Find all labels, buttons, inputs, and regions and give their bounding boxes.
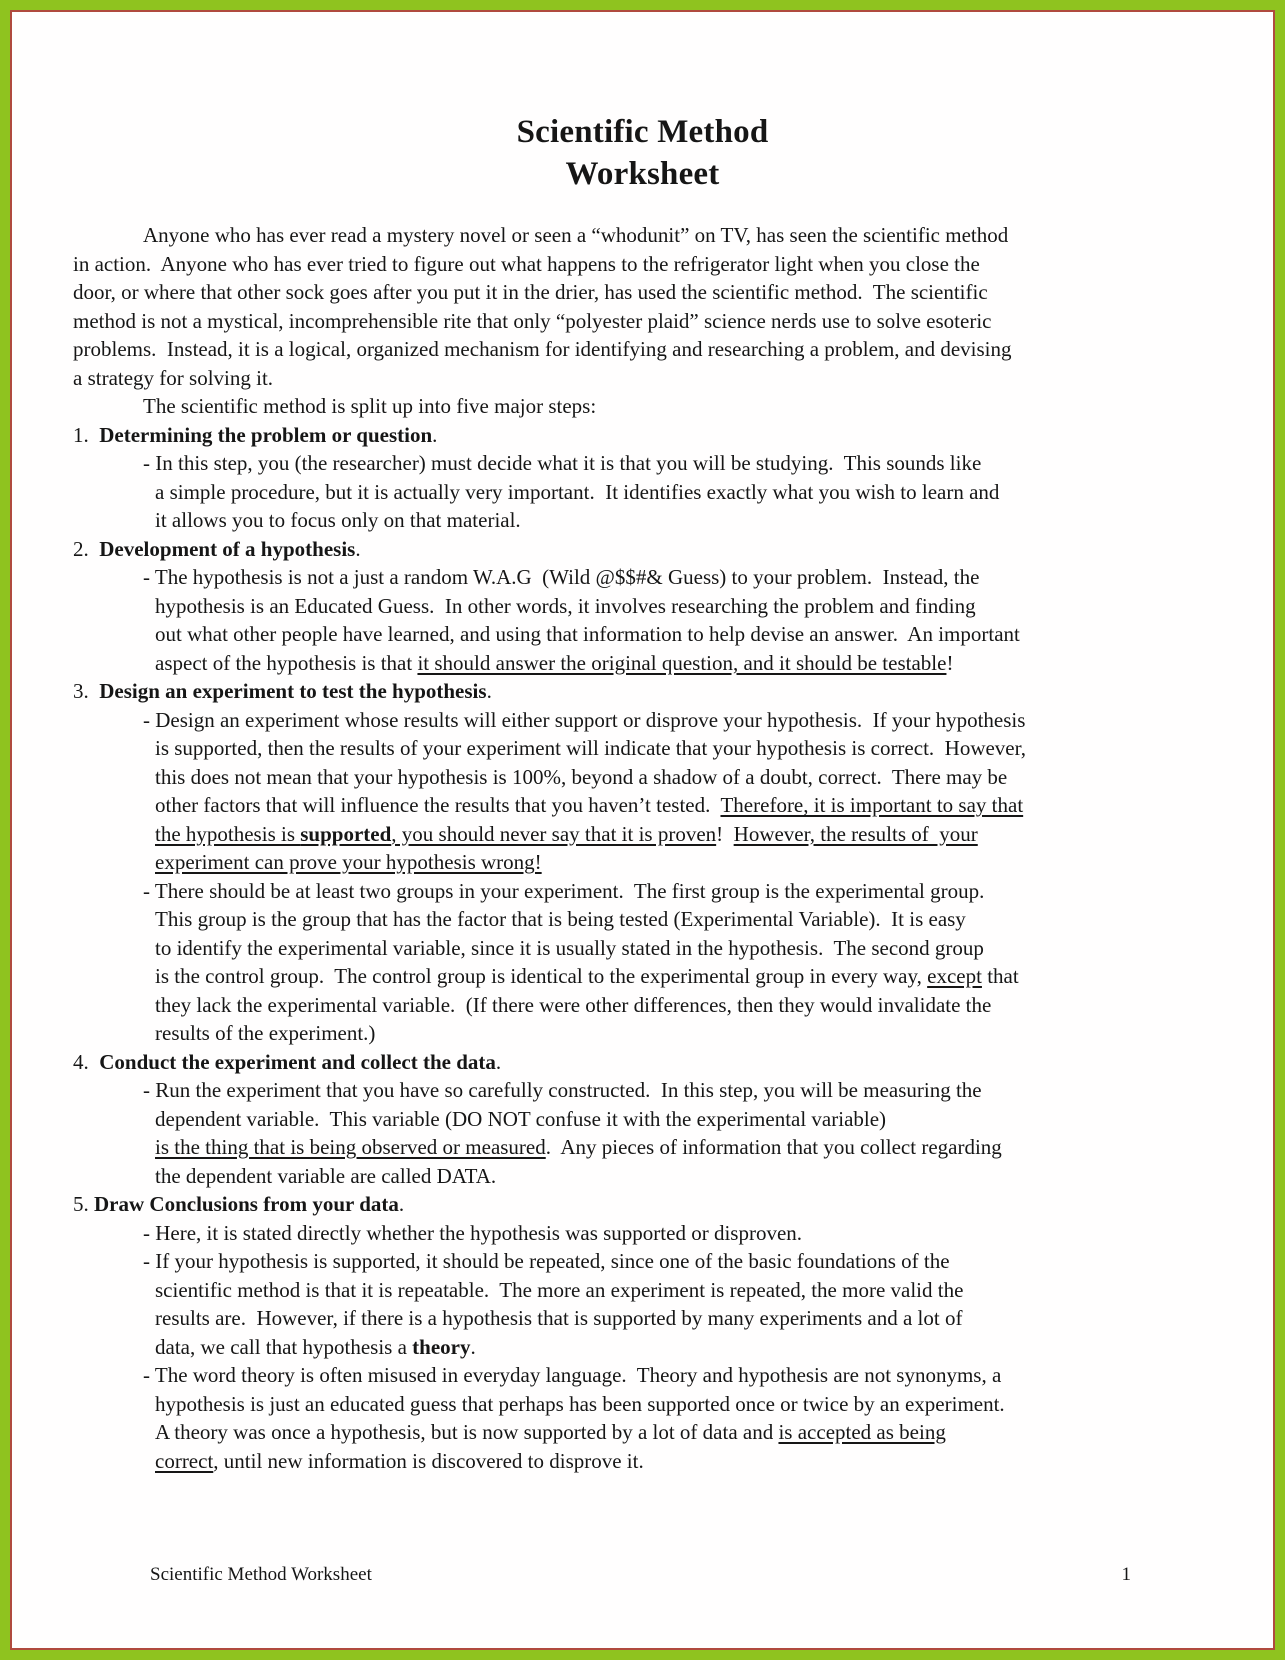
page-title-line1: Scientific Method (516, 114, 769, 150)
page-title (73, 111, 1212, 195)
doc-line: 3. Design an experiment to test the hypothesis. (73, 679, 492, 703)
doc-line: a strategy for solving it. (73, 365, 274, 390)
doc-line: correct, until new information is discovered to disprove it. (155, 1448, 644, 1473)
doc-line: this does not mean that your hypothesis is 100%, beyond a shadow of a doubt, correct. There may be (155, 764, 1008, 789)
doc-line: 5. Draw Conclusions from your data. (73, 1192, 405, 1216)
doc-line: hypothesis is just an educated guess that perhaps has been supported once or twice by an experiment. (155, 1391, 1005, 1416)
doc-line: This group is the group that has the factor that is being tested (Experimental Variable). It is easy (155, 907, 966, 931)
doc-line: is supported, then the results of your experiment will indicate that your hypothesis is correct. However, (155, 736, 1027, 760)
doc-line: - In this step, you (the researcher) must decide what it is that you will be studying. This sounds like (143, 451, 982, 475)
doc-line: hypothesis is an Educated Guess. In other words, it involves researching the problem and finding (155, 593, 976, 618)
doc-line: experiment can prove your hypothesis wrong! (155, 850, 542, 874)
doc-line: data, we call that hypothesis a theory. (155, 1334, 476, 1359)
page-footer (150, 1564, 1131, 1586)
doc-line: in action. Anyone who has ever tried to figure out what happens to the refrigerator light when you close the (73, 251, 980, 276)
doc-line: Anyone who has ever read a mystery novel or seen a “whodunit” on TV, has seen the scientific method (143, 223, 1009, 247)
doc-line: scientific method is that it is repeatable. The more an experiment is repeated, the more valid the (155, 1277, 964, 1302)
doc-line: - Run the experiment that you have so carefully constructed. In this step, you will be measuring the (143, 1078, 982, 1102)
doc-line: - Design an experiment whose results will either support or disprove your hypothesis. If your hypothesis (143, 707, 1026, 732)
doc-line: problems. Instead, it is a logical, organized mechanism for identifying and researching a problem, and devising (73, 337, 1012, 361)
doc-line: it allows you to focus only on that material. (155, 508, 521, 532)
doc-line: 4. Conduct the experiment and collect the data. (73, 1049, 502, 1074)
doc-line: the dependent variable are called DATA. (155, 1163, 497, 1188)
doc-line: - Here, it is stated directly whether the hypothesis was supported or disproven. (143, 1220, 803, 1245)
doc-line: 1. Determining the problem or question. (73, 422, 438, 447)
doc-line: other factors that will influence the results that you haven’t tested. Therefore, it is important to say that (155, 793, 1024, 817)
doc-line: dependent variable. This variable (DO NOT confuse it with the experimental variable) (155, 1106, 887, 1131)
worksheet-content (12, 111, 1273, 1475)
doc-line: is the thing that is being observed or measured. Any pieces of information that you collect regarding (155, 1135, 1002, 1159)
worksheet-body (73, 221, 1212, 1475)
doc-line: is the control group. The control group is identical to the experimental group in every way, except that (155, 964, 1019, 988)
doc-line: out what other people have learned, and using that information to help devise an answer. An important (155, 622, 1020, 646)
doc-line: the hypothesis is supported, you should never say that it is proven! However, the results of your (155, 821, 978, 846)
doc-line: results of the experiment.) (155, 1021, 376, 1045)
doc-line: method is not a mystical, incomprehensible rite that only “polyester plaid” science nerds use to solve esoteric (73, 308, 992, 333)
doc-line: A theory was once a hypothesis, but is now supported by a lot of data and is accepted as being (155, 1420, 946, 1444)
doc-line: The scientific method is split up into five major steps: (143, 394, 597, 418)
doc-line: - The word theory is often misused in everyday language. Theory and hypothesis are not synonyms, a (143, 1363, 1002, 1387)
worksheet-page (10, 10, 1275, 1650)
doc-line: 2. Development of a hypothesis. (73, 536, 361, 561)
doc-line: a simple procedure, but it is actually very important. It identifies exactly what you wish to learn and (155, 479, 1000, 504)
doc-line: door, or where that other sock goes after you put it in the drier, has used the scientific method. The scientific (73, 280, 988, 304)
doc-line: results are. However, if there is a hypothesis that is supported by many experiments and a lot of (155, 1306, 963, 1330)
page-title-line2: Worksheet (565, 156, 720, 192)
doc-line: - The hypothesis is not a just a random W.A.G (Wild @$$#& Guess) to your problem. Instead, the (143, 565, 980, 589)
footer-page-number: 1 (1121, 1564, 1131, 1585)
doc-line: - There should be at least two groups in your experiment. The first group is the experimental group. (143, 878, 985, 903)
doc-line: aspect of the hypothesis is that it should answer the original question, and it should be testable! (155, 650, 954, 675)
doc-line: they lack the experimental variable. (If there were other differences, then they would invalidate the (155, 992, 992, 1017)
doc-line: - If your hypothesis is supported, it should be repeated, since one of the basic foundations of the (143, 1249, 950, 1273)
doc-line: to identify the experimental variable, since it is usually stated in the hypothesis. The second group (155, 935, 984, 960)
footer-title: Scientific Method Worksheet (150, 1564, 372, 1585)
